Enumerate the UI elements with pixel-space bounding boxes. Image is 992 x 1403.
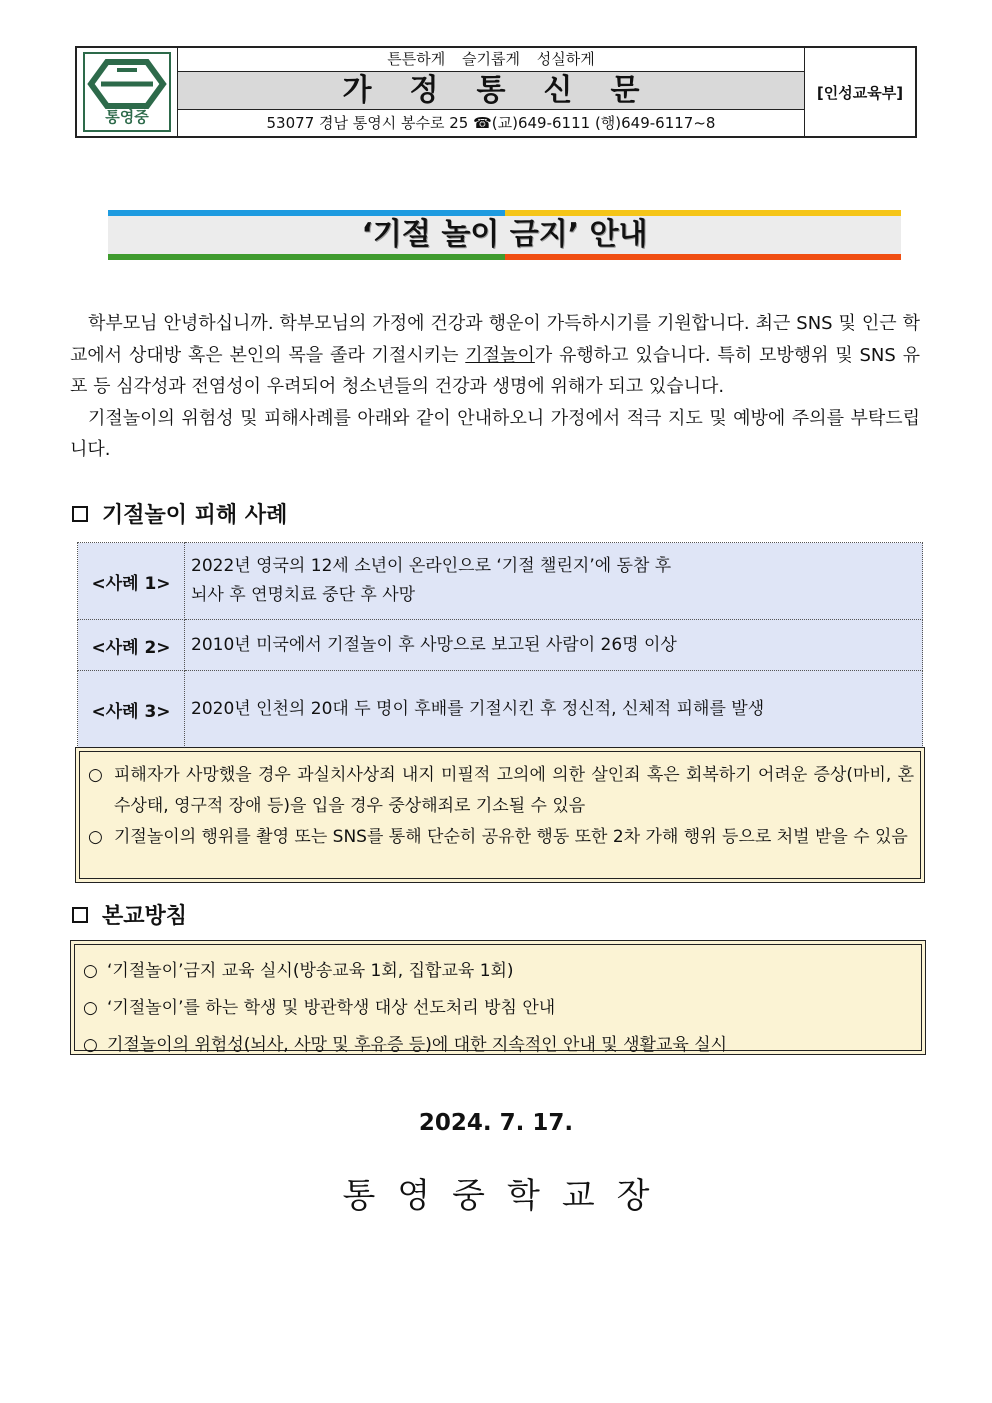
- cases-table: [77, 542, 923, 748]
- intro-text: [70, 308, 920, 466]
- list-item: [83, 990, 913, 1027]
- intro-paragraph-2: 기절놀이의 위험성 및 피해사례를 아래와 같이 안내하오니 가정에서 적극 지도 및 예방에 주의를 부탁드립니다.: [70, 407, 920, 460]
- case-description: [185, 620, 923, 671]
- case-line: 뇌사 후 연명치료 중단 후 사망: [191, 585, 416, 605]
- bullet-icon: ○: [83, 961, 98, 981]
- bullet-icon: ○: [83, 998, 98, 1018]
- case-description: [185, 543, 923, 620]
- case-description: [185, 671, 923, 748]
- bullet-icon: ○: [88, 765, 103, 785]
- letterhead: [75, 46, 917, 138]
- checkbox-icon: [72, 907, 88, 923]
- intro-paragraph-1: [70, 308, 920, 403]
- case-line: 2010년 미국에서 기절놀이 후 사망으로 보고된 사람이 26명 이상: [191, 634, 677, 655]
- case-line: 2022년 영국의 12세 소년이 온라인으로 ‘기절 챌린지’에 동참 후: [191, 556, 672, 576]
- principal-signature: 통영중학교장: [342, 1176, 672, 1216]
- policy-text: ‘기절놀이’금지 교육 실시(방송교육 1회, 집합교육 1회): [107, 961, 514, 981]
- policy-inner: [74, 944, 922, 1055]
- legal-notes-inner: [79, 751, 921, 879]
- bullet-icon: ○: [83, 1035, 98, 1055]
- school-logo-cell: [77, 48, 178, 136]
- case-label: <사례 2>: [78, 620, 185, 671]
- school-logo: [83, 52, 171, 132]
- banner-bar-bottom-right: [505, 254, 901, 260]
- header-title-cell: [178, 48, 805, 136]
- intro-p1-start: 학부모님 안녕하십니까. 학부모님의 가정에 건강과 행운이 가득하시기를 기원합니다. 최근 SNS 및 인근 학교에서 상대방 혹은 본인의 목을 졸라 기절시키는: [70, 313, 920, 366]
- department-label: [인성교육부]: [816, 83, 904, 102]
- banner-bar-bottom-left: [108, 254, 505, 260]
- list-item: [88, 760, 914, 822]
- notice-banner: [108, 210, 901, 260]
- note-text: 피해자가 사망했을 경우 과실치사상죄 내지 미필적 고의에 의한 살인죄 혹은 회복하기 어려운 증상(마비, 혼수상태, 영구적 장애 등)을 입을 경우 중상해죄로 기소될 수 있음: [114, 765, 914, 816]
- section-heading-text: 기절놀이 피해 사례: [102, 503, 288, 528]
- notice-title: ‘기절 놀이 금지’ 안내: [108, 216, 901, 254]
- note-text: 기절놀이의 행위를 촬영 또는 SNS를 통해 단순히 공유한 행동 또한 2차 가해 행위 등으로 처벌 받을 수 있음: [114, 827, 908, 847]
- intro-p1-underlined: 기절놀이: [465, 344, 535, 366]
- legal-notes-box: [75, 747, 925, 883]
- section-heading-text: 본교방침: [102, 904, 188, 929]
- case-label: <사례 3>: [78, 671, 185, 748]
- table-row: [78, 620, 923, 671]
- school-motto: 튼튼하게 슬기롭게 성실하게: [178, 48, 804, 72]
- section-heading-policy: [72, 899, 187, 930]
- section-heading-cases: [72, 498, 287, 529]
- table-row: [78, 671, 923, 748]
- case-line: 2020년 인천의 20대 두 명이 후배를 기절시킨 후 정신적, 신체적 피해를 발생: [191, 698, 765, 719]
- list-item: [83, 953, 913, 990]
- bullet-icon: ○: [88, 827, 103, 847]
- list-item: [83, 1027, 913, 1064]
- policy-box: [70, 940, 926, 1055]
- list-item: [88, 822, 914, 853]
- policy-text: ‘기절놀이’를 하는 학생 및 방관학생 대상 선도처리 방침 안내: [107, 998, 556, 1018]
- checkbox-icon: [72, 506, 88, 522]
- issue-date: 2024. 7. 17.: [418, 1110, 574, 1136]
- school-emblem-icon: [87, 58, 167, 110]
- table-row: [78, 543, 923, 620]
- intro-p1-end: 가 유행하고 있습니다. 특히 모방행위 및 SNS 유포 등 심각성과 전염성이 우려되어 청소년들의 건강과 생명에 위해가 되고 있습니다.: [70, 344, 920, 397]
- case-label: <사례 1>: [78, 543, 185, 620]
- policy-text: 기절놀이의 위험성(뇌사, 사망 및 후유증 등)에 대한 지속적인 안내 및 생활교육 실시: [107, 1035, 728, 1055]
- logo-text: 통영중: [105, 108, 149, 126]
- school-address: 53077 경남 통영시 봉수로 25 ☎(교)649-6111 (행)649-6117~8: [266, 114, 716, 132]
- newsletter-title: 가정통신문: [178, 72, 804, 110]
